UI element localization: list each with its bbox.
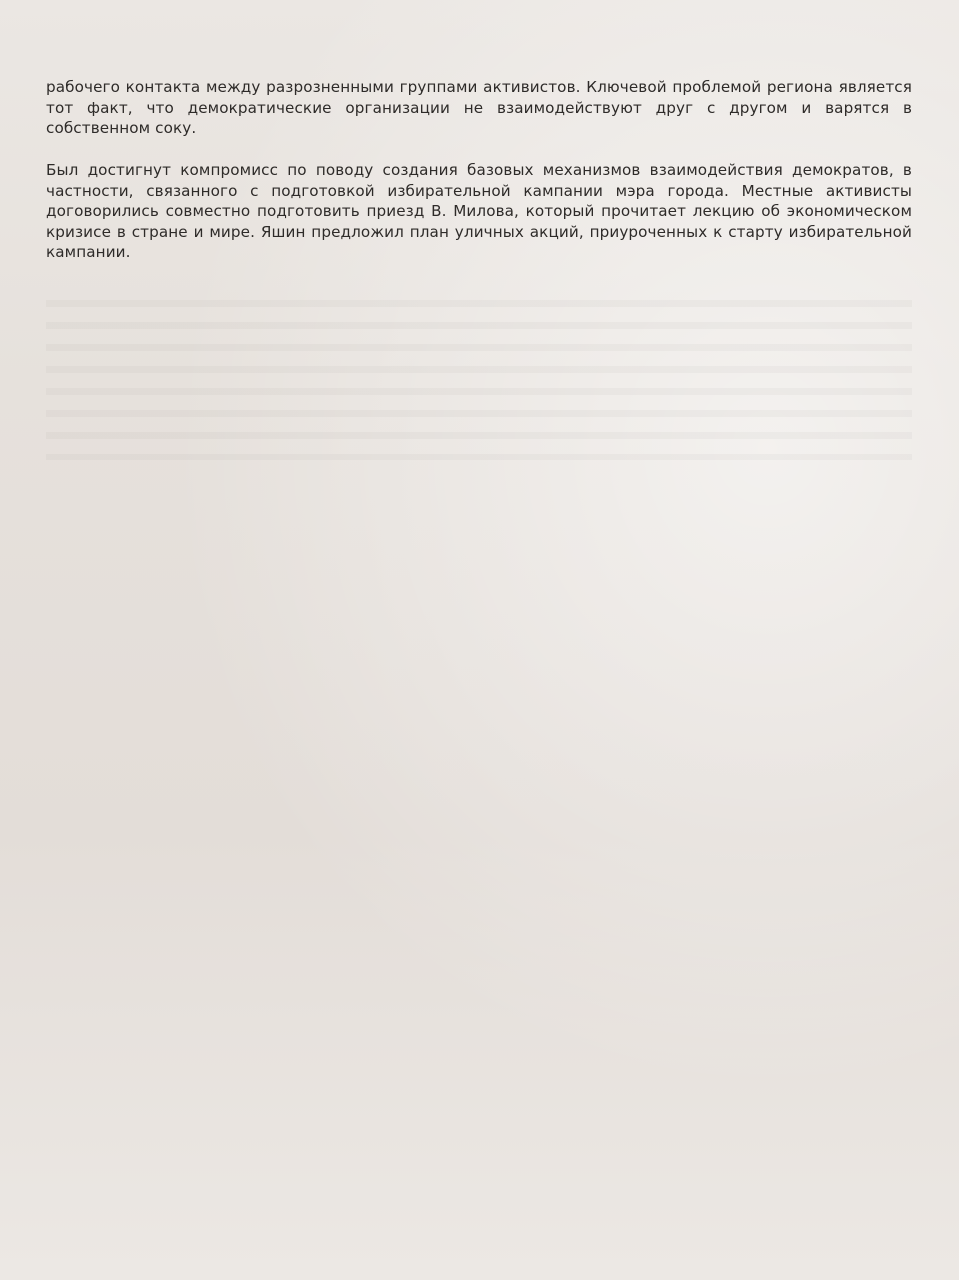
paragraph-2: Был достигнут компромисс по поводу создания базовых механизмов взаимодействия демократов, в частности, связанного с подготовкой избирательной кампании мэра города. Местные активисты договорились совместно подготовить приезд В. Милова, который прочитает лекцию об экономическом кризисе в стране и мире. Яшин предложил план уличных акций, приуроченных к старту избирательной кампании. bbox=[46, 161, 912, 261]
show-through-text bbox=[46, 300, 912, 460]
paragraph-1: рабочего контакта между разрозненными группами активистов. Ключевой проблемой региона является тот факт, что демократические организации не взаимодействуют друг с другом и варятся в собственном соку. bbox=[46, 78, 912, 137]
